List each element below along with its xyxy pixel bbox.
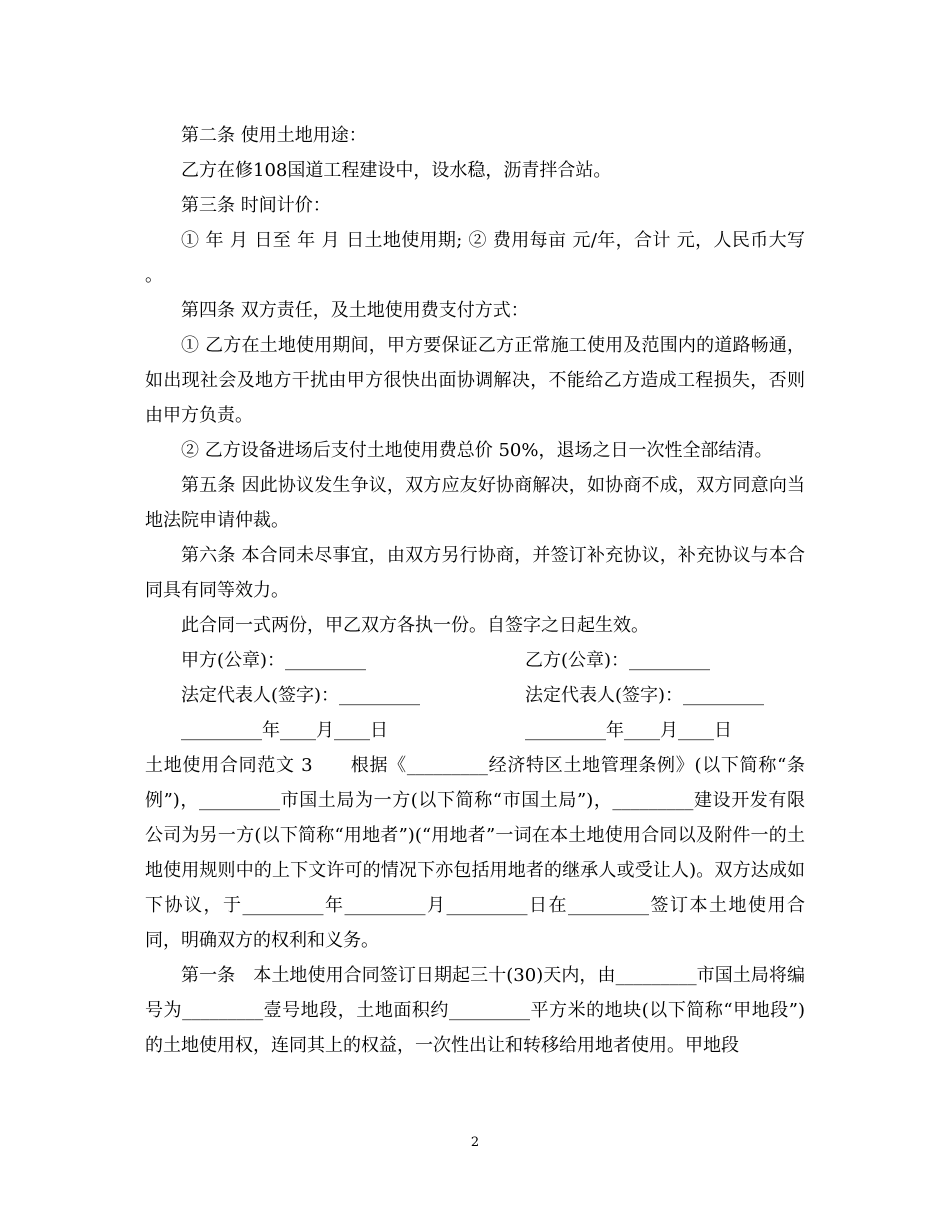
party-b-seal-field: 乙方(公章)：_________ bbox=[525, 650, 711, 671]
contract-sample-3-intro: 土地使用合同范文 3 根据《_________经济特区土地管理条例》(以下简称“条例”)，_________市国土局为一方(以下简称“市国土局”)，_________建设开发有限公司为另一方(以下简称“用地者”)(“用地者”一词在本土地使用合同以及附件一的土地使用规则中的上下文许可的情况下亦包括用地者的继承人或受让人)。双方达成如下协议，于_________年_________月_________日在_________签订本土地使用合同，明确双方的权利和义务。 bbox=[145, 755, 805, 951]
party-a-representative-field: 法定代表人(签字)：_________ bbox=[181, 685, 421, 706]
article-2-text: 乙方在修108国道工程建设中，设水稳，沥青拌合站。 bbox=[181, 160, 612, 181]
party-b-representative-field: 法定代表人(签字)：_________ bbox=[525, 685, 765, 706]
document-body bbox=[145, 118, 805, 1063]
contract-sample-3-article-1: 第一条 本土地使用合同签订日期起三十(30)天内，由_________市国土局将编号为_________壹号地段，土地面积约_________平方米的地块(以下简称“甲地段”)的土地使用权，连同其上的权益，一次性出让和转移给用地者使用。甲地段 bbox=[145, 965, 805, 1056]
signature-row-seal bbox=[145, 643, 805, 678]
article-2-heading: 第二条 使用土地用途： bbox=[181, 125, 367, 146]
party-b-date-field: _________年____月____日 bbox=[525, 720, 732, 741]
article-4-item-2: ② 乙方设备进场后支付土地使用费总价 50%，退场之日一次性全部结清。 bbox=[181, 440, 773, 461]
closing-statement: 此合同一式两份，甲乙双方各执一份。自签字之日起生效。 bbox=[181, 615, 649, 636]
article-6-text: 第六条 本合同未尽事宜，由双方另行协商，并签订补充协议，补充协议与本合同具有同等效力。 bbox=[145, 545, 805, 601]
article-3-text: ① 年 月 日至 年 月 日土地使用期; ② 费用每亩 元/年，合计 元，人民币大写 。 bbox=[145, 230, 805, 286]
party-a-seal-field: 甲方(公章)：_________ bbox=[181, 650, 367, 671]
article-4-item-1: ① 乙方在土地使用期间，甲方要保证乙方正常施工使用及范围内的道路畅通，如出现社会及地方干扰由甲方很快出面协调解决，不能给乙方造成工程损失，否则由甲方负责。 bbox=[145, 335, 805, 426]
signature-row-date bbox=[145, 713, 805, 748]
party-a-date-field: _________年____月____日 bbox=[181, 720, 388, 741]
article-3-heading: 第三条 时间计价： bbox=[181, 195, 331, 216]
signature-row-representative bbox=[145, 678, 805, 713]
article-5-text: 第五条 因此协议发生争议，双方应友好协商解决，如协商不成，双方同意向当地法院申请仲裁。 bbox=[145, 475, 805, 531]
page-number: 2 bbox=[470, 1135, 480, 1150]
article-4-heading: 第四条 双方责任，及土地使用费支付方式： bbox=[181, 300, 529, 321]
